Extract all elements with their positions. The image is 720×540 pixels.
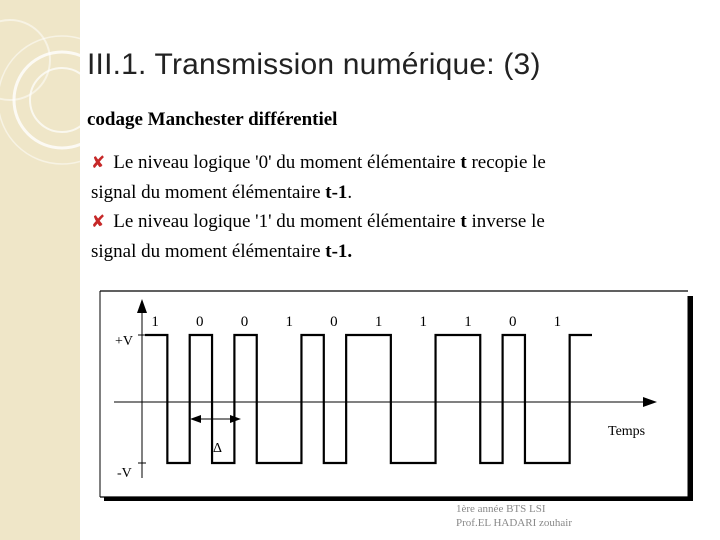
delta-arrow-left [190,415,201,423]
minus-v-label: -V [117,466,132,481]
figure-shadow-right [688,296,693,501]
bullet-emphasis: t [460,211,467,232]
bit-label: 1 [374,314,383,330]
bullet-text: inverse le [466,211,545,232]
bullet-text: recopie le [466,152,546,173]
bit-label: 1 [464,314,472,330]
bit-label: 0 [508,314,517,330]
footer [456,502,572,530]
plus-v-label: +V [115,334,134,349]
bullet-text: . [347,182,353,203]
bullet-text: signal du moment élémentaire [91,241,326,262]
y-axis-arrow [137,299,147,313]
time-label: Temps [608,424,646,439]
bullet-emphasis: t-1. [325,241,353,262]
bullet-text: Le niveau logique '1' du moment élémentaire [113,211,461,232]
bit-label: 0 [240,314,249,330]
bit-label: 1 [419,314,428,330]
slide-subtitle: codage Manchester différentiel [87,109,338,130]
x-mark-icon: ✘ [91,153,106,173]
bit-labels [151,314,561,330]
bit-label: 1 [151,314,159,330]
bit-label: 1 [285,314,293,330]
time-axis-arrow [643,397,657,407]
bullet-emphasis: t [460,152,467,173]
bullet-text: Le niveau logique '0' du moment élémentaire [113,152,461,173]
bit-label: 0 [196,314,204,330]
delta-label: Δ [213,441,223,456]
footer-line: 1ère année BTS LSI [456,503,546,515]
bit-label: 0 [330,314,338,330]
figure-shadow-bottom [104,497,693,501]
bit-label: 1 [553,314,562,330]
x-mark-icon: ✘ [91,212,106,232]
slide-title: III.1. Transmission numérique: (3) [87,48,541,81]
bullet-emphasis: t-1 [325,182,348,203]
bullet-text: signal du moment élémentaire [91,182,326,203]
footer-line: Prof.EL HADARI zouhair [456,517,572,529]
